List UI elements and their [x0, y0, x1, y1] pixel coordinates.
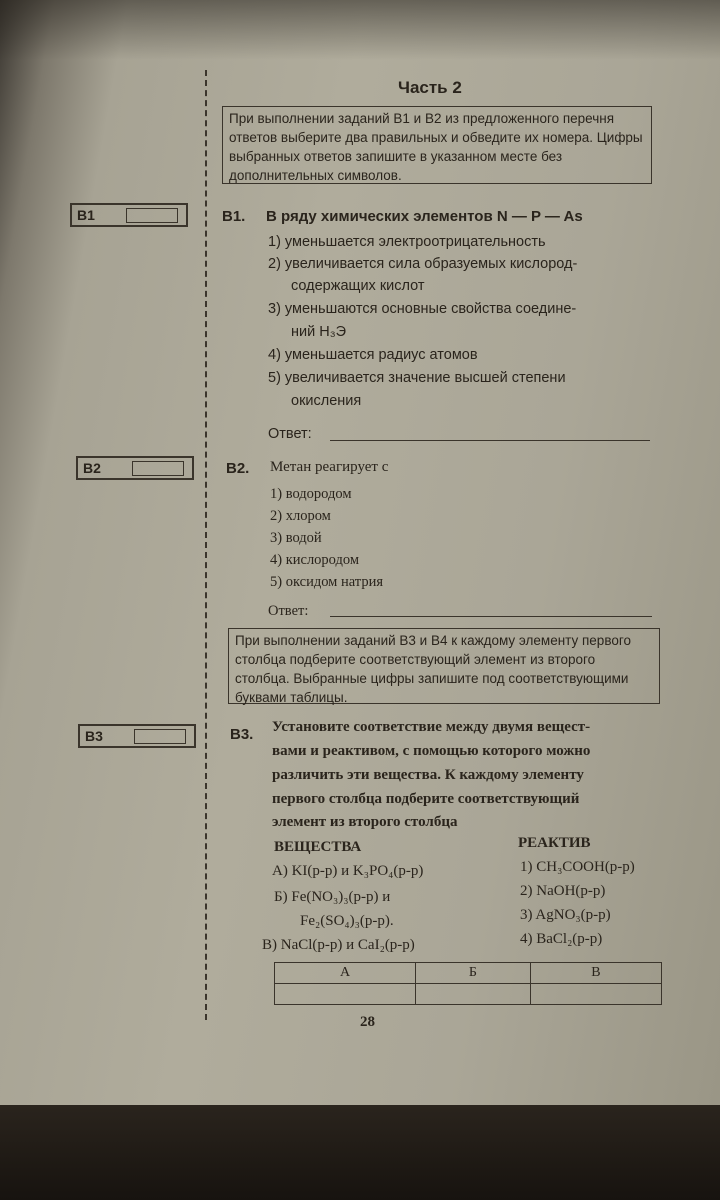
answer-cell-v[interactable] [530, 984, 661, 1005]
answer-table-header-b: Б [416, 963, 531, 984]
b2-label-text: B2 [83, 460, 101, 476]
b3-substance-b-cont: Fe₂(SO₄)₃(р-р). [300, 913, 394, 929]
b1-question: В ряду химических элементов N — P — As [266, 208, 583, 225]
answer-table-header-a: А [275, 963, 416, 984]
page-shadow [0, 0, 720, 60]
b1-label-text: B1 [77, 207, 95, 223]
b1-answer-label-text: Ответ: [268, 426, 312, 442]
b3-answer-table [274, 962, 662, 1005]
b3-reagents-header: РЕАКТИВ [518, 835, 591, 851]
instructions-b3-b4: При выполнении заданий В3 и В4 к каждому элементу первого столбца подберите соответствующий элемент из второго столбца. Выбранные цифры запишите под соответствующими буквами таблицы. [228, 628, 660, 704]
b1-number: B1. [222, 208, 246, 225]
b1-option-1: 1) уменьшается электроотрицательность [268, 234, 546, 250]
b3-reagent-1: 1) CH₃COOH(р-р) [520, 859, 635, 875]
b1-option-2-cont: содержащих кислот [291, 278, 425, 294]
b2-answer-line[interactable] [330, 616, 652, 617]
answer-table-input-row [275, 984, 662, 1005]
b3-label-text: B3 [85, 728, 103, 744]
b2-answer-label-text: Ответ: [268, 603, 309, 619]
b3-substance-a: А) KI(р-р) и K₃PO₄(р-р) [272, 863, 424, 879]
b2-option-3: 3) водой [270, 530, 322, 546]
b2-option-1: 1) водородом [270, 486, 352, 502]
b1-option-5: 5) увеличивается значение высшей степени [268, 370, 566, 386]
answer-cell-b[interactable] [416, 984, 531, 1005]
b1-answer-box[interactable] [126, 208, 178, 223]
desk-background [0, 1105, 720, 1200]
b3-substance-v: В) NaCl(р-р) и CaI₂(р-р) [262, 937, 415, 953]
b2-option-2: 2) хлором [270, 508, 331, 524]
b2-question: Метан реагирует с [270, 459, 389, 475]
b2-option-5: 5) оксидом натрия [270, 574, 383, 590]
b1-option-3: 3) уменьшаются основные свойства соедине- [268, 301, 577, 317]
b3-substance-b: Б) Fe(NO₃)₃(р-р) и [274, 889, 391, 905]
b3-substances-header: ВЕЩЕСТВА [274, 839, 362, 855]
answer-table-header-row [275, 963, 662, 984]
b3-question-line-3: различить эти вещества. К каждому элементу [272, 767, 584, 783]
part-title: Часть 2 [398, 78, 462, 97]
b3-answer-label [78, 724, 196, 748]
b1-option-3-cont: ний H₃Э [291, 324, 347, 340]
page-number: 28 [360, 1014, 375, 1030]
b3-answer-box[interactable] [134, 729, 186, 744]
b3-number: B3. [230, 726, 254, 743]
b1-option-2: 2) увеличивается сила образуемых кислород- [268, 256, 578, 272]
b1-answer-label [70, 203, 188, 227]
margin-cut-line [205, 70, 207, 1020]
instructions-b1-b2: При выполнении заданий В1 и В2 из предложенного перечня ответов выберите два правильных и обведите их номера. Цифры выбранных ответов запишите в указанном месте без дополнительных символов. [222, 106, 652, 184]
b3-question-line-5: элемент из второго столбца [272, 814, 458, 830]
b1-answer-line[interactable] [330, 440, 650, 441]
b2-number: B2. [226, 460, 250, 477]
b3-reagent-2: 2) NaOH(р-р) [520, 883, 606, 899]
answer-table-header-v: В [530, 963, 661, 984]
b3-question-line-1: Установите соответствие между двумя вещест- [272, 719, 591, 735]
b2-option-4: 4) кислородом [270, 552, 360, 568]
b2-answer-box[interactable] [132, 461, 184, 476]
b1-option-4: 4) уменьшается радиус атомов [268, 347, 478, 363]
b3-reagent-3: 3) AgNO₃(р-р) [520, 907, 611, 923]
b1-option-5-cont: окисления [291, 393, 362, 409]
b3-reagent-4: 4) BaCl₂(р-р) [520, 931, 603, 947]
b2-answer-label [76, 456, 194, 480]
b3-question-line-4: первого столбца подберите соответствующий [272, 791, 580, 807]
answer-cell-a[interactable] [275, 984, 416, 1005]
b3-question-line-2: вами и реактивом, с помощью которого можно [272, 743, 591, 759]
